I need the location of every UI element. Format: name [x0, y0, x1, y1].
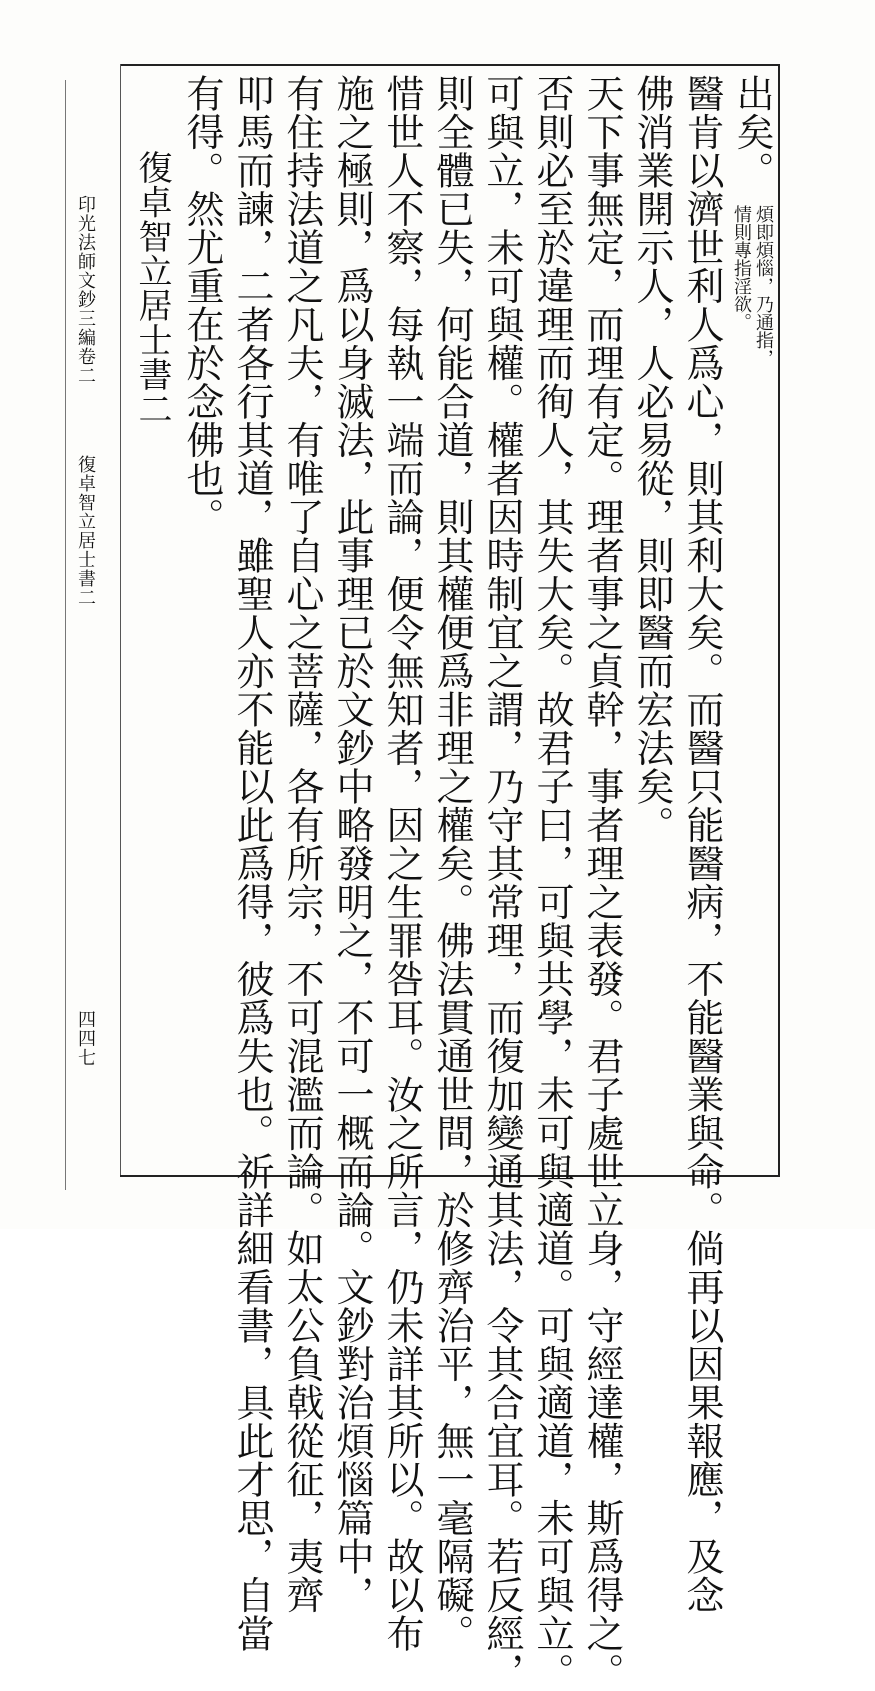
text-column-1: 出矣。: [730, 74, 774, 190]
book-title: 印光法師文鈔三編卷二: [75, 195, 96, 385]
text-column-12: 有得。然尤重在於念佛也。: [180, 74, 224, 536]
text-column-5: 否則必至於違理而徇人，其失大矣。故君子曰，可與共學，未可與適道。可與適道，未可與立。: [530, 74, 574, 1691]
text-column-2: 醫肯以濟世利人爲心，則其利大矣。而醫只能醫病，不能醫業與命。倘再以因果報應，及念: [680, 74, 724, 1614]
letter-title: 復卓智立居士書二: [132, 150, 172, 426]
text-column-7: 則全體已失，何能合道，則其權便爲非理之權矣。佛法貫通世間，於修齊治平，無一毫隔礙。: [430, 74, 474, 1653]
top-border: [120, 64, 780, 66]
margin-divider: [65, 80, 66, 1190]
page-number: 四四七: [75, 1010, 96, 1067]
text-column-8: 惜世人不察，每執一端而論，便令無知者，因之生罪咎耳。汝之所言，仍未詳其所以。故以布: [380, 74, 424, 1653]
text-column-6: 可與立，未可與權。權者因時制宜之謂，乃守其常理，而復加變通其法，令其合宜耳。若反經，: [480, 74, 524, 1691]
text-column-4: 天下事無定，而理有定。理者事之貞幹，事者理之表發。君子處世立身，守經達權，斯爲得之。: [580, 74, 624, 1691]
text-column-10: 有住持法道之凡夫，有唯了自心之菩薩，各有所宗，不可混濫而論。如太公負戟從征，夷齊: [280, 74, 324, 1614]
right-border: [778, 64, 780, 1175]
left-border: [120, 64, 121, 1175]
section-title: 復卓智立居士書二: [75, 455, 96, 607]
text-column-3: 佛消業開示人，人必易從，則即醫而宏法矣。: [630, 74, 674, 844]
annotation-line-2: 情則專指淫欲。: [731, 205, 752, 331]
annotation-line-1: 煩即煩惱，乃通指，: [753, 205, 774, 367]
text-column-9: 施之極則，爲以身滅法，此事理已於文鈔中略發明之，不可一概而論。文鈔對治煩惱篇中，: [330, 74, 374, 1614]
text-column-11: 叩馬而諫，二者各行其道，雖聖人亦不能以此爲得，彼爲失也。祈詳細看書，具此才思，自當: [230, 74, 274, 1653]
